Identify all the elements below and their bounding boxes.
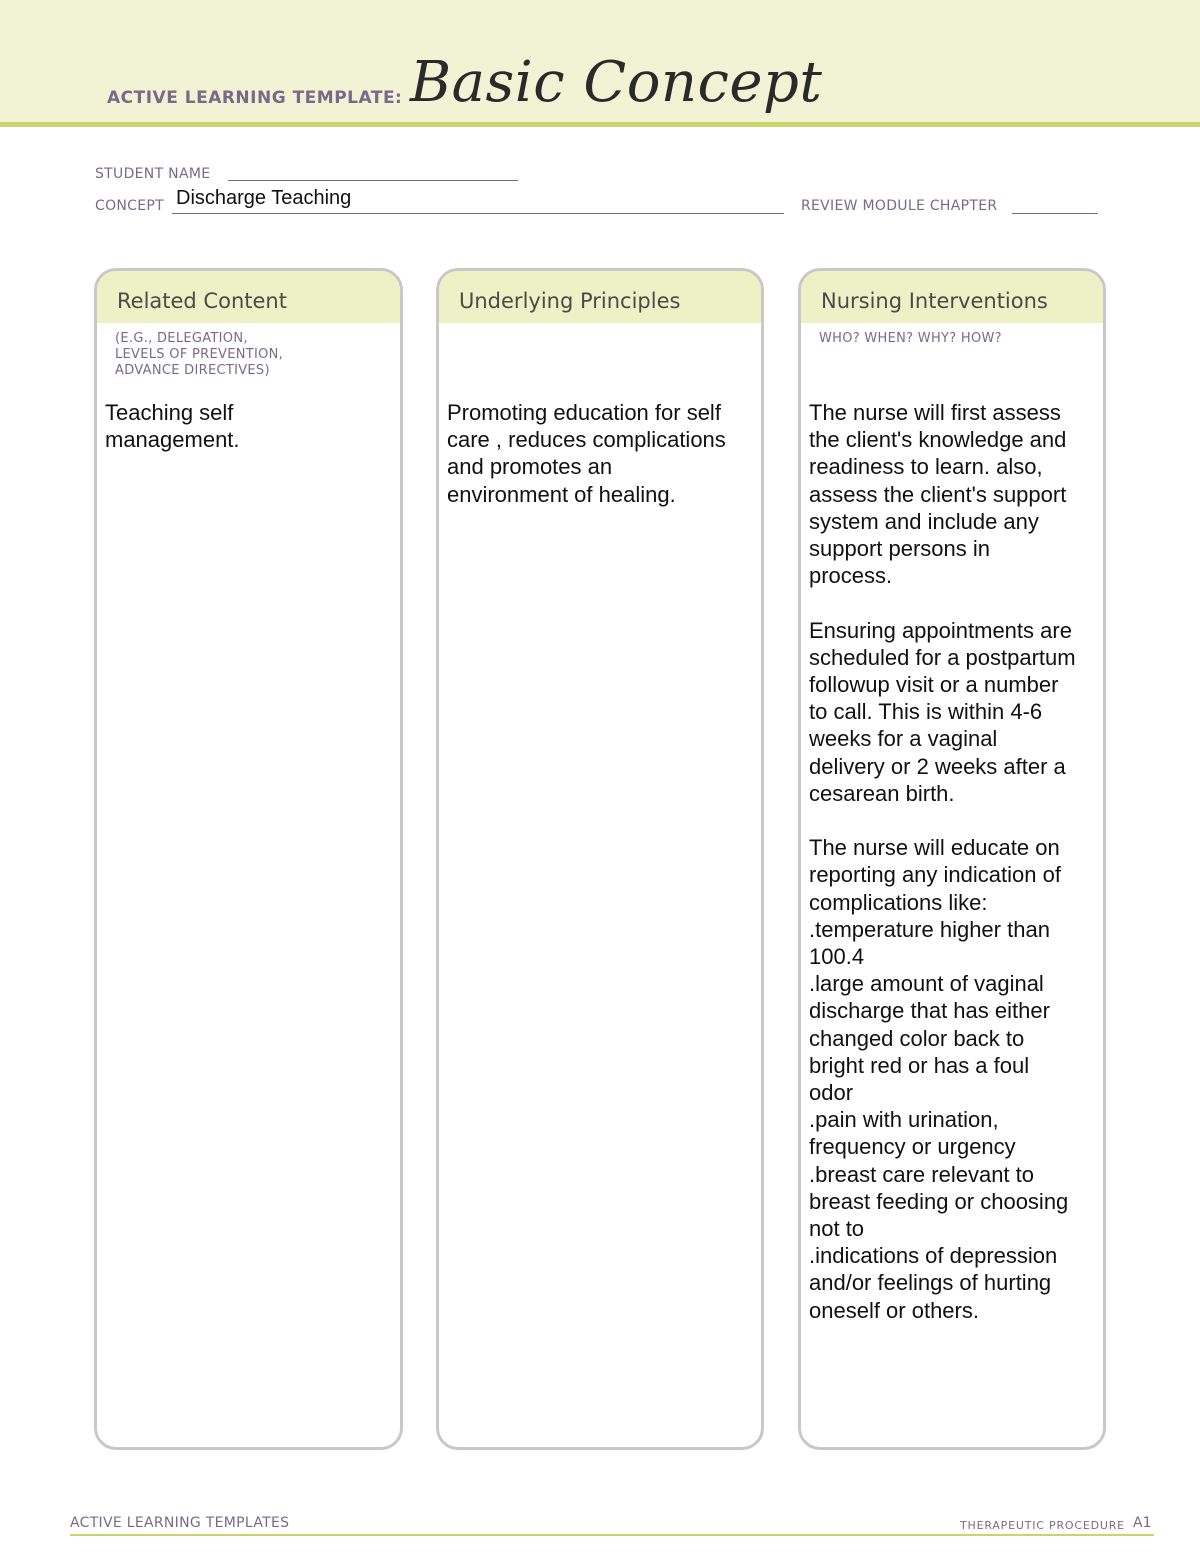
- text-line: discharge that has either: [809, 998, 1050, 1024]
- text-line: and promotes an: [447, 454, 613, 480]
- text-line: oneself or others.: [809, 1297, 979, 1323]
- related-content-body[interactable]: [105, 399, 240, 453]
- text-line: .indications of depression: [809, 1243, 1058, 1269]
- text-line: weeks for a vaginal: [809, 726, 998, 752]
- text-line: changed color back to: [809, 1025, 1025, 1051]
- text-line: assess the client's support: [809, 481, 1067, 507]
- text-line: support persons in: [809, 536, 990, 562]
- text-line: Teaching self: [105, 400, 234, 425]
- text-line: management.: [105, 427, 240, 453]
- text-line: The nurse will first assess: [809, 400, 1061, 425]
- footer-rule: [70, 1534, 1154, 1536]
- subtitle-line: WHO? WHEN? WHY? HOW?: [819, 331, 1002, 346]
- underlying-principles-title: Underlying Principles: [459, 289, 681, 313]
- related-content-card: [94, 268, 403, 1450]
- text-line: .large amount of vaginal: [809, 971, 1044, 997]
- text-line: environment of healing.: [447, 481, 676, 507]
- nursing-interventions-body[interactable]: [809, 399, 1076, 1324]
- subtitle-line: LEVELS OF PREVENTION,: [115, 347, 284, 362]
- page-number: A1: [1133, 1515, 1152, 1531]
- text-line: breast feeding or choosing: [809, 1188, 1069, 1214]
- text-line: complications like:: [809, 889, 988, 915]
- text-line: to call. This is within 4-6: [809, 699, 1043, 725]
- footer-right: THERAPEUTIC PROCEDURE: [960, 1519, 1125, 1532]
- related-content-title: Related Content: [117, 289, 287, 313]
- student-name-label: STUDENT NAME: [95, 166, 211, 182]
- related-content-subtitle: [115, 331, 283, 379]
- header-rule: [0, 122, 1200, 127]
- underlying-principles-card: [436, 268, 764, 1450]
- text-line: delivery or 2 weeks after a: [809, 753, 1066, 779]
- footer-left: ACTIVE LEARNING TEMPLATES: [70, 1515, 290, 1531]
- nursing-interventions-title: Nursing Interventions: [821, 289, 1048, 313]
- concept-value: Discharge Teaching: [176, 187, 352, 209]
- text-line: system and include any: [809, 508, 1039, 534]
- template-label: ACTIVE LEARNING TEMPLATE:: [107, 88, 403, 108]
- text-line: .temperature higher than: [809, 916, 1050, 942]
- template-title: Basic Concept: [410, 50, 823, 115]
- text-line: bright red or has a foul: [809, 1052, 1030, 1078]
- concept-label: CONCEPT: [95, 198, 164, 214]
- paragraph-appointments: [809, 617, 1076, 807]
- nursing-interventions-card: [798, 268, 1106, 1450]
- text-line: care , reduces complications: [447, 427, 726, 453]
- text-line: readiness to learn. also,: [809, 454, 1043, 480]
- student-name-field[interactable]: [228, 180, 518, 181]
- text-line: not to: [809, 1216, 865, 1242]
- text-line: 100.4: [809, 944, 865, 970]
- text-line: The nurse will educate on: [809, 835, 1060, 861]
- text-line: followup visit or a number: [809, 672, 1059, 698]
- subtitle-line: (E.G., DELEGATION,: [115, 331, 248, 346]
- text-line: .breast care relevant to: [809, 1161, 1035, 1187]
- concept-field[interactable]: [172, 213, 784, 214]
- text-line: cesarean birth.: [809, 780, 955, 806]
- text-line: and/or feelings of hurting: [809, 1270, 1052, 1296]
- text-line: scheduled for a postpartum: [809, 644, 1076, 670]
- text-line: process.: [809, 563, 893, 589]
- text-line: reporting any indication of: [809, 862, 1061, 888]
- nursing-interventions-subtitle: [819, 331, 1002, 347]
- paragraph-assessment: [809, 399, 1076, 589]
- text-line: odor: [809, 1080, 854, 1106]
- text-line: Ensuring appointments are: [809, 617, 1072, 643]
- underlying-principles-body[interactable]: [447, 399, 726, 508]
- subtitle-line: ADVANCE DIRECTIVES): [115, 363, 270, 378]
- review-module-label: REVIEW MODULE CHAPTER: [801, 198, 998, 214]
- text-line: Promoting education for self: [447, 400, 721, 425]
- text-line: frequency or urgency: [809, 1134, 1016, 1160]
- text-line: .pain with urination,: [809, 1107, 999, 1133]
- text-line: the client's knowledge and: [809, 427, 1067, 453]
- review-module-field[interactable]: [1012, 213, 1098, 214]
- paragraph-complications: [809, 834, 1076, 1324]
